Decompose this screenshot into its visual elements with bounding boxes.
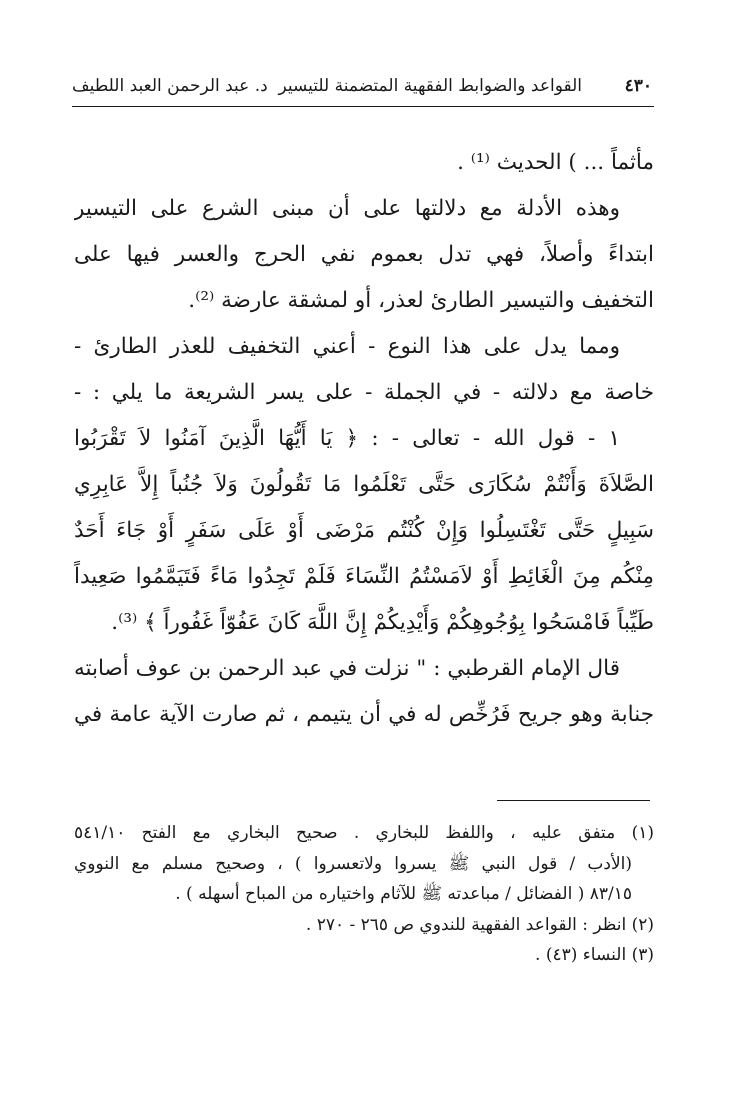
footnotes	[74, 818, 654, 971]
footnote-line: (١) متفق عليه ، واللفظ للبخاري . صحيح البخاري مع الفتح ٥٤١/١٠	[74, 823, 654, 843]
footnote-line: (٢) انظر : القواعد الفقهية للندوي ص ٢٦٥ - ٢٧٠ .	[305, 914, 654, 935]
text-line: وهذه الأدلة مع دلالتها على أن مبنى الشرع على التيسير	[74, 196, 620, 221]
text-line: جنابة وهو جريح فَرُخِّص له في أن يتيمم ، ثم صارت الآية عامة في	[74, 702, 654, 727]
text-line: خاصة مع دلالته - في الجملة - على يسر الشريعة ما يلي : -	[74, 380, 654, 405]
header-divider	[72, 106, 654, 107]
text-line: قال الإمام القرطبي : " نزلت في عبد الرحمن بن عوف أصابته	[74, 656, 620, 681]
footnote-divider	[497, 800, 650, 801]
text-line: التخفيف والتيسير الطارئ لعذر، أو لمشقة عارضة ⁽²⁾.	[188, 288, 654, 313]
text-line: مأثماً ... ) الحديث ⁽¹⁾ .	[457, 150, 654, 175]
book-title: القواعد والضوابط الفقهية المتضمنة للتيسير	[278, 76, 582, 96]
footnote-line: ٨٣/١٥ ( الفضائل / مباعدته ﷺ للآثام واختياره من المباح أسهله ) .	[175, 884, 632, 904]
text-line: ومما يدل على هذا النوع - أعني التخفيف للعذر الطارئ -	[74, 334, 620, 359]
page-number: ٤٣٠	[624, 76, 652, 96]
author-name: د. عبد الرحمن العبد اللطيف	[72, 76, 268, 96]
quran-verse-line: طَيِّباً فَامْسَحُوا بِوُجُوهِكُمْ وَأَيْدِيكُمْ إِنَّ اللَّهَ كَانَ عَفُوّاً غَفُوراً ﴾ ⁽³⁾.	[111, 610, 654, 635]
quran-verse-line: ١ - قول الله - تعالى - : ﴿ يَا أَيُّهَا الَّذِينَ آمَنُوا لاَ تَقْرَبُوا	[74, 426, 620, 451]
quran-verse-line: مِنْكُم مِنَ الْغَائِطِ أَوْ لاَمَسْتُمُ النِّسَاءَ فَلَمْ تَجِدُوا مَاءً فَتَيَمَّمُوا صَعِيداً	[74, 564, 654, 589]
running-header	[72, 74, 652, 104]
footnote-line: (الأدب / قول النبي ﷺ يسروا ولاتعسروا ) ، وصحيح مسلم مع النووي	[74, 853, 632, 874]
text-line: ابتداءً وأصلاً، فهي تدل بعموم نفي الحرج والعسر فيها على	[74, 242, 654, 267]
quran-verse-line: سَبِيلٍ حَتَّى تَغْتَسِلُوا وَإِنْ كُنْتُم مَرْضَى أَوْ عَلَى سَفَرٍ أَوْ جَاءَ أَحَدٌ	[74, 518, 654, 543]
footnote-line: (٣) النساء (٤٣) .	[535, 945, 654, 965]
main-text	[74, 140, 654, 738]
quran-verse-line: الصَّلاَةَ وَأَنْتُمْ سُكَارَى حَتَّى تَعْلَمُوا مَا تَقُولُونَ وَلاَ جُنُباً إِلاَّ عَابِرِي	[74, 472, 654, 497]
